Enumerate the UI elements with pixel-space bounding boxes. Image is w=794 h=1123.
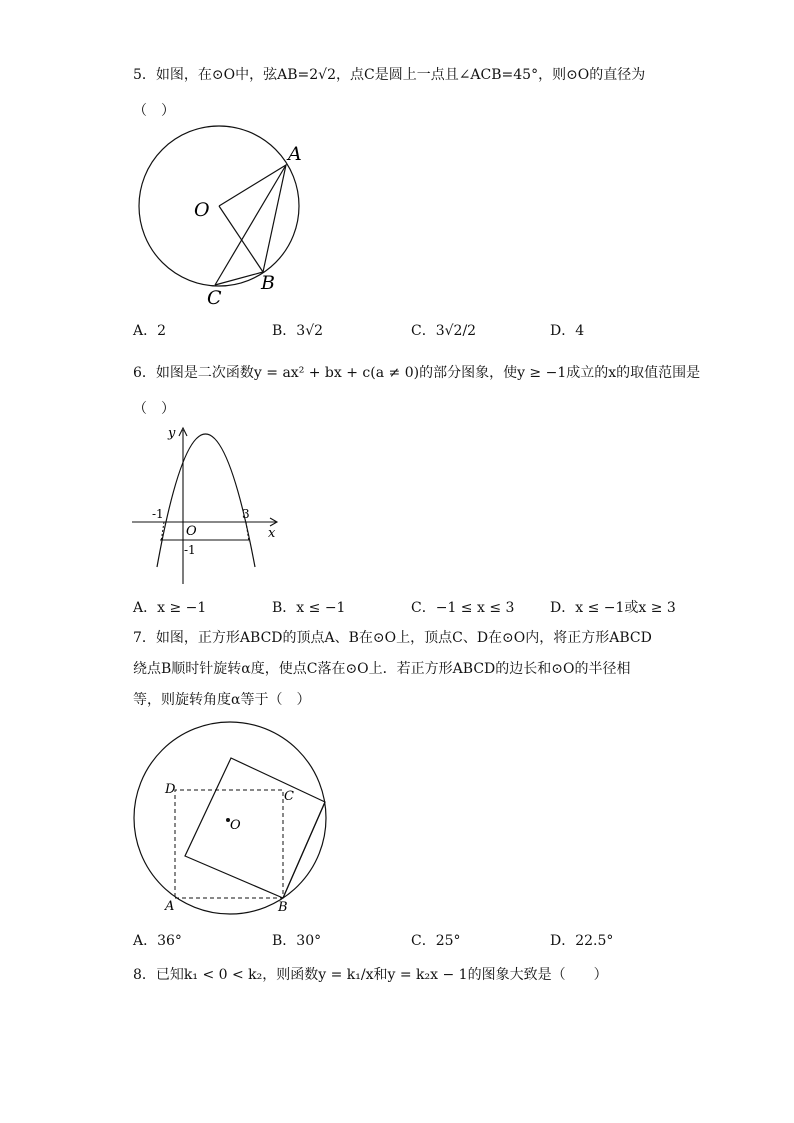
q7-figure	[130, 720, 340, 920]
q7-label-o: O	[230, 818, 241, 833]
q7-option-a[interactable]: A．36°	[133, 933, 182, 949]
q5-label-b: B	[261, 272, 275, 294]
q6-option-d[interactable]: D．x ≤ −1或x ≥ 3	[550, 600, 676, 616]
q7-options	[133, 930, 693, 954]
q5-stem: 5．如图，在⊙O中，弦AB=2√2，点C是圆上一点且∠ACB=45°，则⊙O的直径为	[133, 67, 646, 83]
q7-label-d: D	[165, 782, 176, 797]
q5-figure	[130, 140, 330, 310]
q6-option-a[interactable]: A．x ≥ −1	[133, 600, 207, 616]
q6-paren: （ ）	[133, 401, 175, 417]
q5-chord-ca	[215, 165, 286, 285]
q6-label-3: 3	[242, 507, 250, 521]
q5-options	[133, 320, 693, 344]
q7-segment-b-c1	[283, 802, 325, 898]
q6-parabola	[157, 434, 255, 567]
q6-option-b[interactable]: B．x ≤ −1	[272, 600, 346, 616]
q5-paren: （ ）	[133, 103, 175, 119]
q6-options	[133, 597, 693, 621]
q5-option-b[interactable]: B．3√2	[272, 323, 324, 339]
q6-label-y: y	[168, 426, 176, 441]
q7-stem-line1: 7．如图，正方形ABCD的顶点A、B在⊙O上，顶点C、D在⊙O内，将正方形ABCD	[133, 630, 652, 646]
q6-stem: 6．如图是二次函数y = ax² + bx + c(a ≠ 0)的部分图象，使y ≥ −1成立的x的取值范围是	[133, 365, 701, 381]
q7-option-c[interactable]: C．25°	[411, 933, 461, 949]
q5-label-c: C	[207, 287, 222, 309]
q7-option-b[interactable]: B．30°	[272, 933, 322, 949]
q6-figure	[130, 422, 290, 587]
q7-label-b: B	[278, 900, 288, 915]
q5-option-a[interactable]: A．2	[133, 323, 167, 339]
q6-label-minus1-x: -1	[152, 507, 164, 521]
q7-label-a: A	[165, 899, 175, 914]
q5-label-o: O	[194, 199, 210, 221]
q7-option-d[interactable]: D．22.5°	[550, 933, 614, 949]
q5-label-a: A	[288, 143, 302, 165]
q6-label-minus1-y: -1	[184, 543, 196, 557]
q7-stem-line2: 绕点B顺时针旋转α度，使点C落在⊙O上．若正方形ABCD的边长和⊙O的半径相	[133, 661, 631, 677]
q7-square-rotated	[185, 758, 325, 898]
q6-label-origin: O	[186, 524, 197, 539]
q8-stem: 8．已知k₁ < 0 < k₂，则函数y = k₁/x和y = k₂x − 1的图象大致是（ ）	[133, 967, 608, 983]
q5-option-d[interactable]: D．4	[550, 323, 585, 339]
q6-label-x: x	[268, 526, 276, 541]
q7-label-c: C	[284, 789, 294, 804]
q5-option-c[interactable]: C．3√2/2	[411, 323, 477, 339]
q7-stem-line3: 等，则旋转角度α等于（ ）	[133, 692, 311, 708]
q6-option-c[interactable]: C．−1 ≤ x ≤ 3	[411, 600, 515, 616]
